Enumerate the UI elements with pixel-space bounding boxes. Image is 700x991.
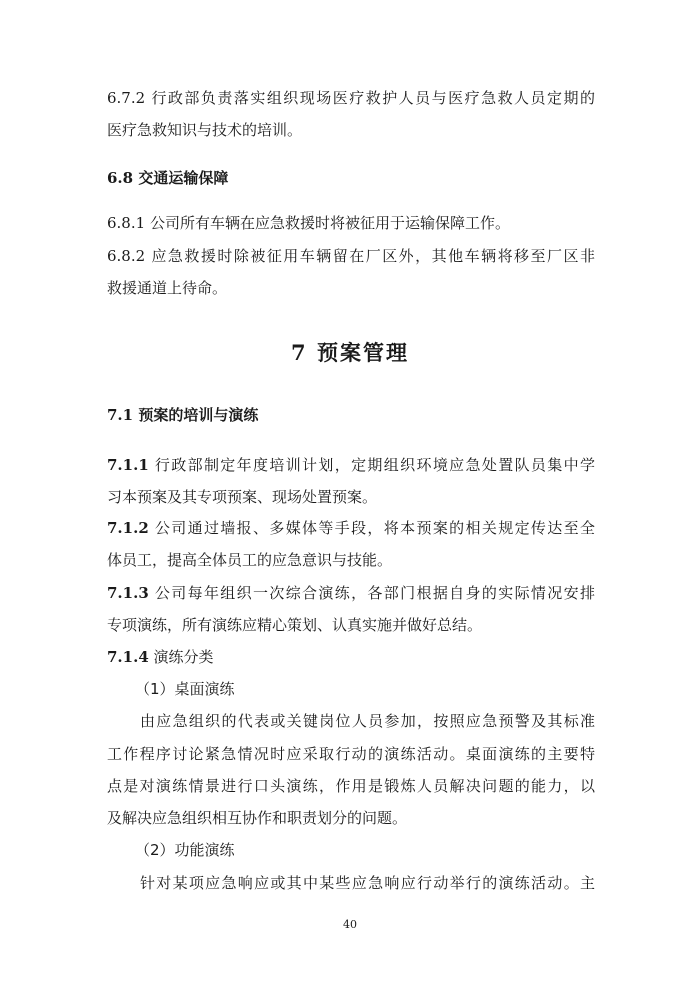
clause-6-7-2-line-1 — [107, 88, 595, 108]
clause-7-1-2-line-2: 体员工，提高全体员工的应急意识与技能。 — [107, 551, 393, 569]
paragraph-1-line-2: 工作程序讨论紧急情况时应采取行动的演练活动。桌面演练的主要特 — [107, 745, 595, 763]
clause-6-8-2-line-2: 救援通道上待命。 — [107, 279, 228, 297]
clause-number: 7.1.2 — [107, 519, 149, 537]
clause-7-1-1-line-1 — [107, 455, 595, 475]
section-title: 预案的培训与演练 — [138, 406, 259, 424]
clause-text: 公司通过墙报、多媒体等手段，将本预案的相关规定传达至全 — [154, 519, 595, 537]
section-heading-7-1 — [107, 405, 258, 425]
clause-number: 7.1.3 — [107, 584, 149, 602]
clause-number: 7.1.4 — [107, 648, 149, 666]
clause-number: 7.1.1 — [107, 456, 149, 474]
section-title: 交通运输保障 — [138, 169, 229, 187]
chapter-heading — [0, 340, 700, 366]
section-number: 7.1 — [107, 406, 134, 424]
clause-number: 6.8.2 — [107, 247, 146, 265]
clause-text: 公司所有车辆在应急救援时将被征用于运输保障工作。 — [149, 214, 510, 232]
clause-text: 演练分类 — [153, 648, 214, 666]
clause-7-1-3-line-2: 专项演练，所有演练应精心策划、认真实施并做好总结。 — [107, 616, 483, 634]
clause-6-8-2-line-1 — [107, 246, 595, 266]
paragraph-2-line-1: 针对某项应急响应或其中某些应急响应行动举行的演练活动。主 — [140, 874, 595, 892]
clause-6-7-2-line-2: 医疗急救知识与技术的培训。 — [107, 121, 303, 139]
clause-text: 应急救援时除被征用车辆留在厂区外，其他车辆将移至厂区非 — [151, 247, 595, 265]
clause-number: 6.7.2 — [107, 89, 146, 107]
section-number: 6.8 — [107, 169, 134, 187]
chapter-number: 7 — [291, 340, 308, 365]
section-heading-6-8 — [107, 168, 228, 188]
clause-number: 6.8.1 — [107, 214, 146, 232]
page-number: 40 — [343, 918, 357, 931]
clause-text: 行政部制定年度培训计划，定期组织环境应急处置队员集中学 — [154, 456, 595, 474]
list-item-desktop-drill: （1）桌面演练 — [135, 680, 235, 698]
clause-7-1-4 — [107, 647, 214, 667]
clause-text: 行政部负责落实组织现场医疗救护人员与医疗急救人员定期的 — [151, 89, 595, 107]
list-item-functional-drill: （2）功能演练 — [135, 841, 235, 859]
paragraph-1-line-4: 及解决应急组织相互协作和职责划分的问题。 — [107, 809, 408, 827]
clause-7-1-3-line-1 — [107, 583, 595, 603]
clause-7-1-1-line-2: 习本预案及其专项预案、现场处置预案。 — [107, 488, 378, 506]
chapter-title: 预案管理 — [316, 341, 409, 365]
clause-6-8-1 — [107, 213, 510, 233]
clause-text: 公司每年组织一次综合演练，各部门根据自身的实际情况安排 — [154, 584, 595, 602]
clause-7-1-2-line-1 — [107, 518, 595, 538]
paragraph-1-line-1: 由应急组织的代表或关键岗位人员参加，按照应急预警及其标准 — [140, 712, 595, 730]
paragraph-1-line-3: 点是对演练情景进行口头演练，作用是锻炼人员解决问题的能力，以 — [107, 777, 595, 795]
